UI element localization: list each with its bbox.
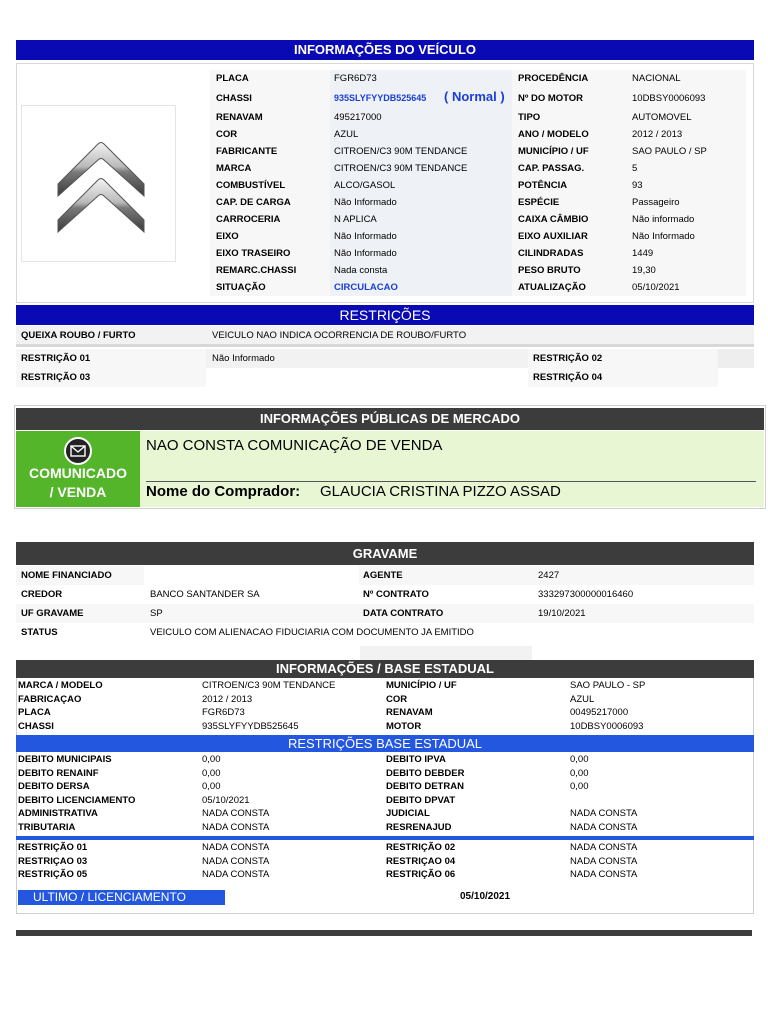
- restriction-row: [16, 855, 754, 869]
- theft-value: VEICULO NAO INDICA OCORRENCIA DE ROUBO/FURTO: [212, 330, 467, 341]
- field-label: MARCA / MODELO: [18, 680, 103, 691]
- vehicle-row: [210, 279, 746, 296]
- debit-row: [16, 794, 754, 808]
- field-label: MOTOR: [386, 720, 422, 732]
- field-value: SAO PAULO / SP: [632, 146, 707, 157]
- chassi-status: ( Normal ): [444, 89, 505, 104]
- vehicle-row: [210, 109, 746, 126]
- vehicle-row: [210, 87, 746, 109]
- state-row: [16, 706, 754, 720]
- lien-row: [16, 566, 754, 585]
- field-value: VEICULO COM ALIENACAO FIDUCIARIA COM DOCUMENTO JA EMITIDO: [150, 627, 474, 638]
- field-label: STATUS: [21, 627, 58, 638]
- field-value: 2012 / 2013: [202, 693, 253, 705]
- restriction-row: [16, 368, 754, 387]
- field-label: RESTRIÇÃO 01: [18, 842, 88, 853]
- last-licensing-label: ULTIMO / LICENCIAMENTO: [18, 890, 225, 905]
- field-label: EIXO AUXILIAR: [518, 231, 588, 242]
- state-row: [16, 693, 754, 707]
- field-label: RESTRIÇÃO 05: [18, 869, 88, 881]
- state-debits-table: [16, 753, 754, 835]
- field-label: PLACA: [18, 707, 51, 719]
- badge-line-2: / VENDA: [49, 484, 107, 500]
- field-value: Não Informado: [632, 231, 695, 242]
- vehicle-row: [210, 177, 746, 194]
- field-value: NACIONAL: [632, 73, 681, 84]
- field-value: SP: [150, 608, 163, 619]
- envelope-icon: [64, 437, 92, 465]
- field-value: FGR6D73: [202, 707, 245, 719]
- theft-row: [16, 326, 754, 347]
- field-label: DEBITO LICENCIAMENTO: [18, 794, 136, 806]
- field-value: NADA CONSTA: [570, 855, 638, 867]
- field-value: Não Informado: [212, 353, 275, 364]
- field-label: DEBITO DPVAT: [386, 794, 456, 806]
- field-label: REMARC.CHASSI: [216, 265, 297, 276]
- restriction-row: [16, 349, 754, 368]
- field-label: CAP. DE CARGA: [216, 197, 291, 208]
- field-label: NOME FINANCIADO: [21, 570, 112, 581]
- vehicle-row: [210, 160, 746, 177]
- field-label: RESTRIÇÃO 06: [386, 869, 456, 881]
- field-value: Nada consta: [334, 265, 388, 276]
- field-value: NADA CONSTA: [202, 842, 270, 853]
- field-label: TIPO: [518, 112, 541, 123]
- field-value: NADA CONSTA: [570, 842, 638, 853]
- field-label: MUNICÍPIO / UF: [518, 146, 589, 157]
- state-base-header: INFORMAÇÕES / BASE ESTADUAL: [16, 660, 754, 678]
- field-label: CHASSI: [216, 93, 252, 104]
- field-value: 93: [632, 180, 643, 191]
- debit-row: [16, 767, 754, 781]
- field-value: CITROEN/C3 90M TENDANCE: [334, 163, 468, 174]
- field-value: Passageiro: [632, 197, 680, 208]
- state-restrictions-header: RESTRIÇÕES BASE ESTADUAL: [16, 735, 754, 752]
- state-row: [16, 679, 754, 693]
- state-row: [16, 720, 754, 734]
- field-label: Nº CONTRATO: [363, 589, 429, 600]
- field-label: ADMINISTRATIVA: [18, 808, 98, 820]
- last-licensing-value: 05/10/2021: [460, 891, 511, 902]
- field-value: NADA CONSTA: [202, 821, 270, 833]
- debit-row: [16, 780, 754, 794]
- field-label: FABRICANTE: [216, 146, 278, 157]
- field-value: NADA CONSTA: [570, 821, 638, 833]
- field-label: COR: [386, 693, 408, 705]
- field-label: EIXO TRASEIRO: [216, 248, 291, 259]
- field-label: EIXO: [216, 231, 239, 242]
- restrictions-header: RESTRIÇÕES: [16, 305, 754, 325]
- field-value: NADA CONSTA: [202, 808, 270, 820]
- field-value: N APLICA: [334, 214, 377, 225]
- field-label: COMBUSTÍVEL: [216, 180, 286, 191]
- field-value: NADA CONSTA: [570, 808, 638, 820]
- field-value: 2012 / 2013: [632, 129, 683, 140]
- restriction-row: [16, 841, 754, 855]
- field-label: TRIBUTARIA: [18, 821, 76, 833]
- lien-row: [16, 585, 754, 604]
- field-label: RESTRIÇÃO 02: [533, 353, 603, 364]
- field-label: RESTRIÇAO 04: [386, 855, 456, 867]
- field-label: UF GRAVAME: [21, 608, 84, 619]
- field-label: ESPÉCIE: [518, 197, 560, 208]
- field-value: 5: [632, 163, 638, 174]
- field-label: RESRENAJUD: [386, 821, 452, 833]
- field-value: 2427: [538, 570, 560, 581]
- field-label: RENAVAM: [386, 707, 433, 719]
- field-label: PLACA: [216, 73, 249, 84]
- field-value: 05/10/2021: [632, 282, 680, 293]
- field-label: MUNICÍPIO / UF: [386, 680, 457, 691]
- field-label: ANO / MODELO: [518, 129, 589, 140]
- field-label: Nº DO MOTOR: [518, 93, 584, 104]
- field-value: 0,00: [202, 754, 221, 765]
- field-label: SITUAÇÃO: [216, 282, 266, 293]
- field-label: POTÊNCIA: [518, 180, 568, 191]
- field-label: ATUALIZAÇÃO: [518, 282, 586, 293]
- field-label: JUDICIAL: [386, 808, 430, 820]
- state-base-table: [16, 679, 754, 733]
- vehicle-row: [210, 211, 746, 228]
- field-label: CILINDRADAS: [518, 248, 584, 259]
- vehicle-info-table: [210, 70, 746, 296]
- lien-row: [16, 604, 754, 623]
- debit-row: [16, 753, 754, 767]
- vehicle-row: [210, 194, 746, 211]
- field-value: AZUL: [570, 693, 595, 705]
- vehicle-row: [210, 245, 746, 262]
- restriction-row: [16, 868, 754, 882]
- field-value: ALCO/GASOL: [334, 180, 396, 191]
- field-label: CAIXA CÂMBIO: [518, 214, 589, 225]
- market-info-header: INFORMAÇÕES PÚBLICAS DE MERCADO: [16, 408, 764, 430]
- field-value: AZUL: [334, 129, 359, 140]
- field-label: RESTRIÇÃO 02: [386, 842, 456, 853]
- field-value: 0,00: [570, 754, 589, 765]
- field-value: Não informado: [632, 214, 695, 225]
- field-value: NADA CONSTA: [570, 869, 638, 881]
- field-label: RESTRIÇÃO 04: [533, 372, 603, 383]
- sale-notice-message: NAO CONSTA COMUNICAÇÃO DE VENDA: [146, 437, 443, 454]
- field-value: 05/10/2021: [202, 794, 250, 806]
- field-label: DEBITO MUNICIPAIS: [18, 754, 112, 765]
- field-value: BANCO SANTANDER SA: [150, 589, 260, 600]
- field-label: DEBITO DETRAN: [386, 781, 464, 793]
- debit-row: [16, 807, 754, 821]
- field-value: 00495217000: [570, 707, 629, 719]
- field-value: NADA CONSTA: [202, 855, 270, 867]
- field-value: 1449: [632, 248, 654, 259]
- field-label: DEBITO DEBDER: [386, 767, 465, 779]
- field-label: PROCEDÊNCIA: [518, 73, 589, 84]
- field-label: PESO BRUTO: [518, 265, 581, 276]
- field-label: RENAVAM: [216, 112, 263, 123]
- buyer-value: GLAUCIA CRISTINA PIZZO ASSAD: [320, 483, 561, 500]
- field-value: 935SLYFYYDB525645: [202, 720, 299, 732]
- field-value: 0,00: [570, 781, 589, 793]
- vehicle-row: [210, 228, 746, 245]
- sale-notice-badge: [16, 431, 140, 507]
- field-label: RESTRIÇAO 03: [18, 855, 88, 867]
- field-value: 0,00: [570, 767, 589, 779]
- field-value: CITROEN/C3 90M TENDANCE: [202, 680, 336, 691]
- field-value: 0,00: [202, 781, 221, 793]
- field-label: CHASSI: [18, 720, 54, 732]
- field-label: CARROCERIA: [216, 214, 281, 225]
- field-label: DEBITO IPVA: [386, 754, 446, 765]
- field-value: 333297300000016460: [538, 589, 634, 600]
- field-value: AUTOMOVEL: [632, 112, 692, 123]
- brand-logo: [21, 105, 176, 262]
- field-label: AGENTE: [363, 570, 403, 581]
- separator-block: [360, 646, 532, 660]
- theft-label: QUEIXA ROUBO / FURTO: [21, 330, 136, 341]
- field-label: CAP. PASSAG.: [518, 163, 585, 174]
- field-value: Não Informado: [334, 197, 397, 208]
- field-label: FABRICAÇAO: [18, 693, 82, 705]
- lien-row: [16, 623, 754, 642]
- lien-table: [16, 566, 754, 642]
- vehicle-row: [210, 126, 746, 143]
- field-value: 19/10/2021: [538, 608, 586, 619]
- state-restrictions-table: [16, 841, 754, 882]
- field-value: SAO PAULO - SP: [570, 680, 646, 691]
- vehicle-info-header: INFORMAÇÕES DO VEÍCULO: [16, 40, 754, 60]
- field-value: 0,00: [202, 767, 221, 779]
- field-label: RESTRIÇÃO 03: [21, 372, 91, 383]
- field-value: Não Informado: [334, 231, 397, 242]
- restrictions-table: [16, 349, 754, 387]
- field-label: DATA CONTRATO: [363, 608, 444, 619]
- state-separator: [16, 836, 754, 840]
- field-label: DEBITO RENAINF: [18, 767, 99, 779]
- field-label: CREDOR: [21, 589, 63, 600]
- citroen-chevrons-icon: [22, 106, 177, 263]
- field-label: RESTRIÇÃO 01: [21, 353, 91, 364]
- field-value: FGR6D73: [334, 73, 377, 84]
- field-label: COR: [216, 129, 238, 140]
- field-value: 10DBSY0006093: [570, 720, 644, 732]
- field-value: CITROEN/C3 90M TENDANCE: [334, 146, 468, 157]
- field-value: NADA CONSTA: [202, 869, 270, 881]
- field-value: 10DBSY0006093: [632, 93, 706, 104]
- chassi-value: 935SLYFYYDB525645: [334, 93, 427, 103]
- badge-line-1: COMUNICADO: [29, 465, 127, 481]
- buyer-label: Nome do Comprador:: [146, 483, 301, 500]
- field-label: MARCA: [216, 163, 252, 174]
- field-value: Não Informado: [334, 248, 397, 259]
- field-value: 495217000: [334, 112, 382, 123]
- field-value: 19,30: [632, 265, 656, 276]
- vehicle-row: [210, 143, 746, 160]
- sale-notice-content: [140, 431, 764, 507]
- field-label: DEBITO DERSA: [18, 781, 90, 793]
- footer-bar: [16, 930, 752, 936]
- debit-row: [16, 821, 754, 835]
- lien-header: GRAVAME: [16, 542, 754, 565]
- vehicle-row: [210, 262, 746, 279]
- vehicle-row: [210, 70, 746, 87]
- situacao-value: CIRCULACAO: [334, 282, 398, 293]
